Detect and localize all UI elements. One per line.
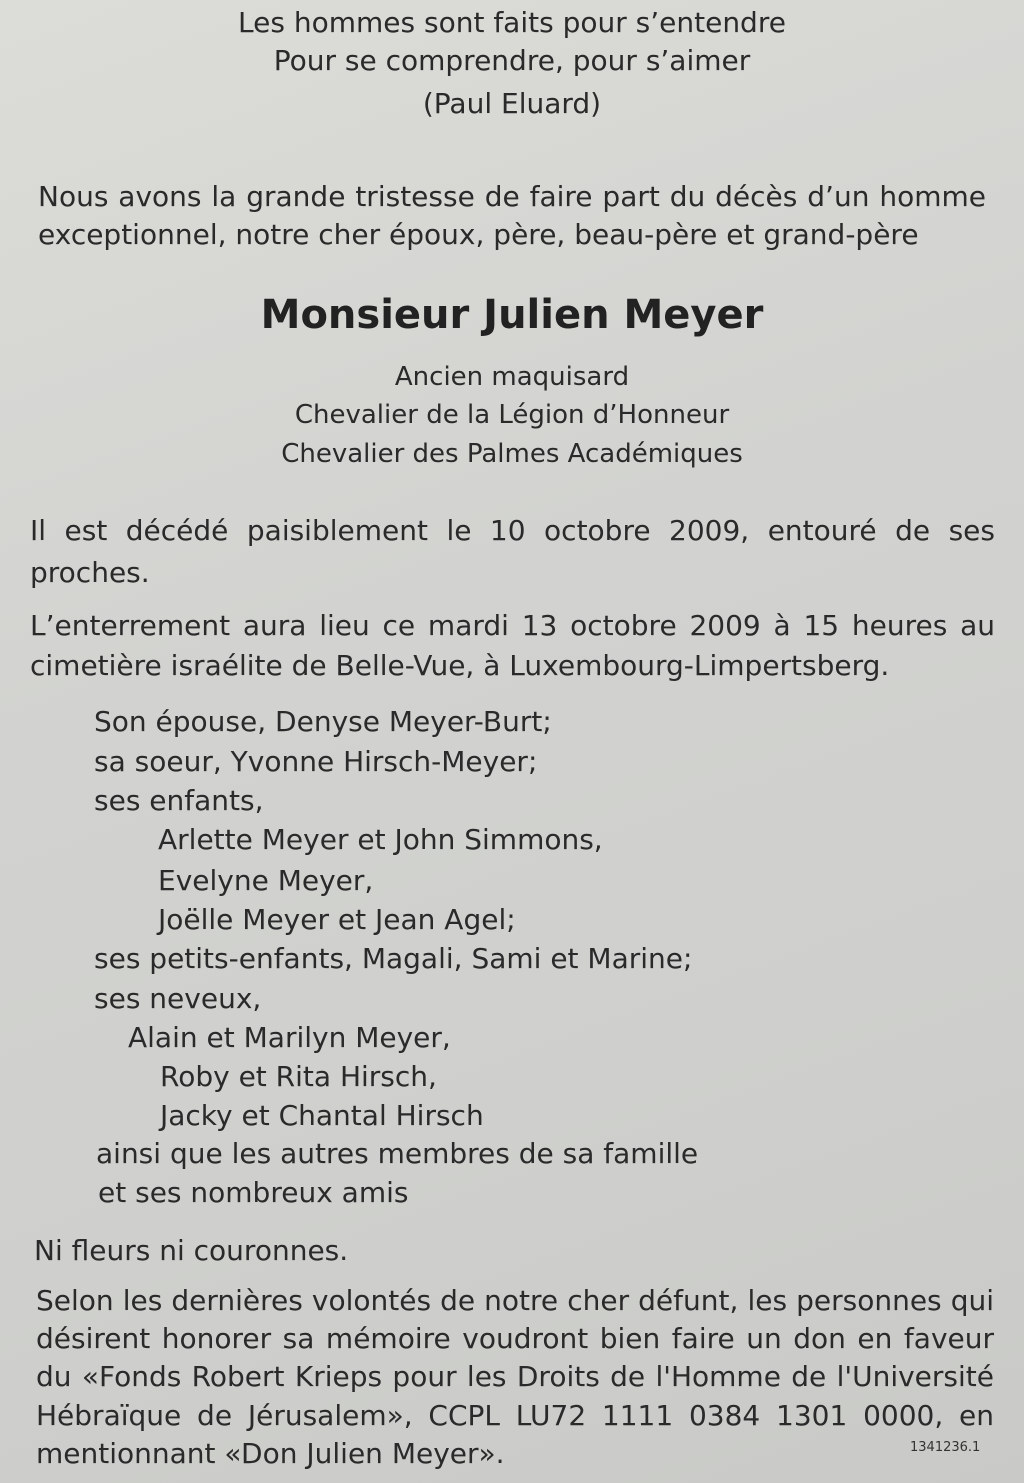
family-nephew-2: Roby et Rita Hirsch, (160, 1060, 437, 1093)
family-child-2: Evelyne Meyer, (158, 864, 374, 897)
donation-line-4: Hébraïque de Jérusalem», CCPL LU72 1111 0384 1301 0000, en (36, 1399, 994, 1432)
family-grandchildren: ses petits-enfants, Magali, Sami et Marine; (94, 942, 693, 975)
family-child-1: Arlette Meyer et John Simmons, (158, 823, 603, 856)
deceased-title-3: Chevalier des Palmes Académiques (281, 439, 743, 469)
donation-line-1: Selon les dernières volontés de notre cher défunt, les personnes qui (36, 1284, 994, 1317)
funeral-line-2: cimetière israélite de Belle-Vue, à Luxembourg-Limpertsberg. (30, 649, 890, 682)
family-children-heading: ses enfants, (94, 784, 264, 817)
no-flowers-note: Ni fleurs ni couronnes. (34, 1234, 349, 1267)
family-others: ainsi que les autres membres de sa famille (96, 1137, 699, 1170)
family-sister: sa soeur, Yvonne Hirsch-Meyer; (94, 745, 538, 778)
death-line-1: Il est décédé paisiblement le 10 octobre 2009, entouré de ses (30, 514, 995, 547)
donation-line-5: mentionnant «Don Julien Meyer». (36, 1437, 505, 1470)
deceased-title-2: Chevalier de la Légion d’Honneur (294, 400, 730, 430)
family-nephew-3: Jacky et Chantal Hirsch (160, 1099, 484, 1132)
death-line-2: proches. (30, 556, 150, 589)
donation-line-2: désirent honorer sa mémoire voudront bien faire un don en faveur (36, 1322, 994, 1355)
family-nephew-1: Alain et Marilyn Meyer, (128, 1021, 451, 1054)
epigraph-line-2: Pour se comprendre, pour s’aimer (273, 44, 751, 77)
family-friends: et ses nombreux amis (98, 1176, 409, 1209)
announcement-line-2: exceptionnel, notre cher époux, père, beau-père et grand-père (38, 218, 919, 251)
family-nephews-heading: ses neveux, (94, 982, 262, 1015)
family-child-3: Joëlle Meyer et Jean Agel; (158, 903, 516, 936)
donation-line-3: du «Fonds Robert Krieps pour les Droits de l'Homme de l'Université (36, 1360, 994, 1393)
deceased-name: Monsieur Julien Meyer (260, 292, 764, 338)
funeral-line-1: L’enterrement aura lieu ce mardi 13 octobre 2009 à 15 heures au (30, 609, 995, 642)
announcement-line-1: Nous avons la grande tristesse de faire part du décès d’un homme (38, 180, 986, 213)
family-spouse: Son épouse, Denyse Meyer-Burt; (94, 705, 552, 738)
epigraph-line-1: Les hommes sont faits pour s’entendre (238, 6, 786, 39)
deceased-title-1: Ancien maquisard (394, 362, 630, 392)
epigraph-author: (Paul Eluard) (422, 87, 602, 120)
reference-number: 1341236.1 (910, 1440, 981, 1455)
